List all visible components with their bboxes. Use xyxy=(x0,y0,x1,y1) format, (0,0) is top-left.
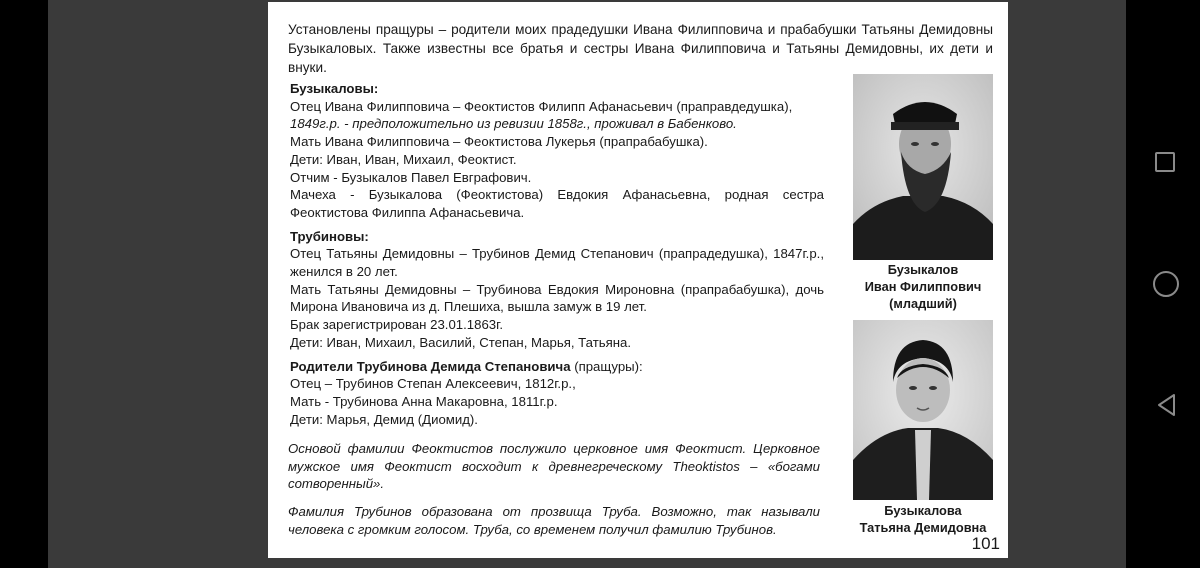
trubinovy-children: Дети: Иван, Михаил, Василий, Степан, Марья, Татьяна. xyxy=(290,334,632,350)
buzykalovy-stepfather: Отчим - Бузыкалов Павел Евграфович. xyxy=(290,169,532,185)
caption-ivan-note: (младший) xyxy=(889,296,957,311)
parents-heading-line xyxy=(290,358,824,376)
buzykalovy-mother: Мать Ивана Филипповича – Феоктистова Лукерья (прапрабабушка). xyxy=(290,134,708,150)
parents-children: Дети: Марья, Демид (Диомид). xyxy=(290,411,478,427)
document-page xyxy=(268,2,1008,558)
note-trubinov: Фамилия Трубинов образована от прозвища Труба. Возможно, так называли человека с громким голосом. Труба, со временем получил фамилию Трубинов. xyxy=(288,504,820,537)
intro-text: Установлены пращуры – родители моих прадедушки Ивана Филипповича и прабабушки Татьяны Демидовны Бузыкаловых. Также известны все братья и сестры Ивана Филипповича и Татьяны Демидовны, их дети и внуки. xyxy=(288,22,993,75)
document-viewer[interactable] xyxy=(48,0,1126,568)
caption-ivan-name: Иван Филиппович xyxy=(864,279,982,294)
note-feoktistov: Основой фамилии Феоктистов послужило церковное имя Феоктист. Церковное мужское имя Феоктист восходит к древнегреческому Theoktistos – «богами сотворенный». xyxy=(288,441,820,492)
page-number: 101 xyxy=(971,534,1000,553)
portrait-tatiana-demidovna xyxy=(853,320,993,500)
buzykalovy-father-note: 1849г.р. - предположительно из ревизии 1858г., проживал в Бабенково. xyxy=(290,116,737,132)
intro-paragraph xyxy=(288,20,993,77)
buzykalovy-children: Дети: Иван, Иван, Михаил, Феоктист. xyxy=(290,151,517,167)
heading-parents: Родители Трубинова Демида Степановича xyxy=(290,358,571,374)
triangle-back-icon[interactable] xyxy=(1154,392,1180,418)
trubinovy-mother: Мать Татьяны Демидовны – Трубинова Евдокия Мироновна (прапрабабушка), дочь Мирона Ивановича из д. Плешиха, вышла замуж в 19 лет. xyxy=(290,281,824,315)
parents-mother: Мать - Трубинова Анна Макаровна, 1811г.р. xyxy=(290,393,558,409)
buzykalovy-stepmother: Мачеха - Бузыкалова (Феоктистова) Евдокия Афанасьевна, родная сестра Феоктистова Филиппа Афанасьевича. xyxy=(290,187,824,220)
caption-tatiana-surname: Бузыкалова xyxy=(884,503,962,518)
trubinovy-marriage: Брак зарегистрирован 23.01.1863г. xyxy=(290,317,503,333)
heading-trubinovy: Трубиновы: xyxy=(290,228,369,244)
caption-ivan xyxy=(838,261,1008,312)
caption-tatiana-name: Татьяна Демидовна xyxy=(859,520,987,535)
caption-tatiana xyxy=(838,502,1008,536)
caption-ivan-surname: Бузыкалов xyxy=(887,262,959,277)
surname-notes xyxy=(288,440,820,549)
portrait-ivan-filippovich xyxy=(853,74,993,260)
trubinovy-father: Отец Татьяны Демидовны – Трубинов Демид Степанович (прапрадедушка), 1847г.р., женился в 20 лет. xyxy=(290,246,824,280)
heading-parents-suffix: (пращуры): xyxy=(570,358,643,374)
square-icon[interactable] xyxy=(1155,152,1175,172)
parents-father: Отец – Трубинов Степан Алексеевич, 1812г.р., xyxy=(290,376,576,392)
heading-buzykalovy: Бузыкаловы: xyxy=(290,81,379,96)
circle-icon[interactable] xyxy=(1153,271,1179,297)
genealogy-text xyxy=(290,80,824,428)
buzykalovy-father: Отец Ивана Филипповича – Феоктистов Филипп Афанасьевич (праправдедушка), xyxy=(290,98,793,114)
